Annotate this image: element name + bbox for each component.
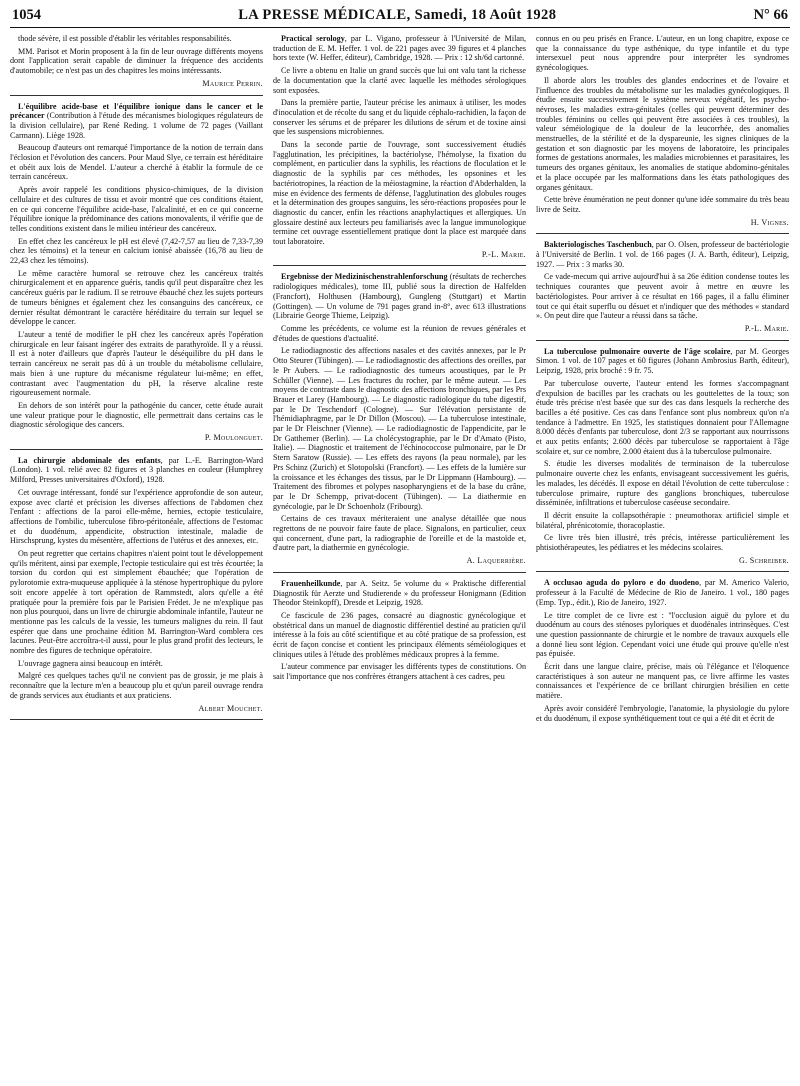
review-title: Ergebnisse der Medizinischenstrahlenforschung — [281, 272, 448, 282]
review-reference: , par O. Olsen, professeur de bactériologie à l'Université de Berlin. 1 vol. de 166 pages (J. A. Barth, éditeur), Leipzig, 1927. — Prix : 3 marks 30. — [536, 240, 789, 269]
review-reference: (résultats de recherches radiologiques médicales), tome III, publié sous la direction de Halfelden (Francfort), Holthusen (Hambourg), Gungleng (Stuttgart) et Martin (Gottingen). — Un volume de 791 pages grand in-8°, avec 613 illustrations (Librairie George Thieme, Leipzig). — [273, 272, 526, 321]
review-title: Frauenheilkunde — [281, 578, 341, 588]
section-divider — [273, 572, 526, 573]
paragraph: En effet chez les cancéreux le pH est élevé (7,42-7,57 au lieu de 7,33-7,39 chez les témoins) et la teneur en calcium ionisé abaissée (16,78 au lieu de 22,43 chez les témoins). — [10, 236, 263, 266]
review-reference: , par M. Americo Valerio, professeur à la Faculté de Médecine de Rio de Janeiro. 1 vol., 180 pages (Emp. Typ., édit.), Rio de Janeiro, 1927. — [536, 578, 789, 607]
columns — [10, 34, 790, 726]
paragraph: Cet ouvrage intéressant, fondé sur l'expérience approfondie de son auteur, expose avec clarté et précision les diverses affections de l'abdomen chez l'enfant : affections de la paroi elle-même, hernies, ectopie testiculaire, affections de l'ombilic, tuberculose fibro-péritonéale, affections de l'estomac et du duodénum, appendicite, obstruction intestinale, maladie de Hirschsprung, kystes du mésentère, affections de l'utérus et des annexes, etc. — [10, 487, 263, 546]
paragraph: Il décrit ensuite la collapsothérapie : pneumothorax artificiel simple et bilatéral, phrénicotomie, thoracoplastie. — [536, 510, 789, 530]
review-signature: H. Vignes. — [750, 217, 789, 227]
review-heading — [10, 102, 263, 141]
paragraph: Ce vade-mecum qui arrive aujourd'hui à sa 26e édition condense toutes les techniques courantes que peuvent avoir à mettre en œuvre les bactériologistes. Pour arriver à ce résultat en 166 pages, il a fallu éliminer tout ce qui était superflu ou désuet et n'indiquer que des méthodes « standard ». On peut dire que l'auteur a réussi dans sa tâche. — [536, 272, 789, 321]
page-number: 1054 — [12, 7, 41, 23]
review-title: La tuberculose pulmonaire ouverte de l'âge scolaire — [544, 346, 731, 356]
paragraph: Beaucoup d'auteurs ont remarqué l'importance de la notion de terrain dans l'éclosion et l'évolution des cancers. Pour Maud Slye, ce terrain est héréditaire et obéit aux lois de Mendel. L'auteur a cherché à établir la formule de ce terrain cancéreux. — [10, 143, 263, 182]
section-divider — [536, 233, 789, 234]
section-divider — [536, 340, 789, 341]
paragraph: connus en ou peu prisés en France. L'auteur, en un long chapitre, expose ce que la connaissance du type asthénique, du type infantile et du type intersexuel peut nous apprendre pour interpréter les syndromes gynécologiques. — [536, 34, 789, 73]
issue-number: N° 66 — [753, 7, 788, 23]
column-1 — [10, 34, 263, 726]
review-signature: G. Schreiber. — [739, 555, 789, 565]
section-divider — [10, 449, 263, 450]
paragraph: L'auteur a tenté de modifier le pH chez les cancéreux après l'opération chirurgicale en leur faisant ingérer des extraits de parathyroïde. Il y a réussi. Il est à noter d'ailleurs que d'après l'auteur le déséquilibre du pH dans le terrain cancéreux ne serait pas dû à un trouble du métabolisme cellulaire, mais bien à une rupture du mécanisme régulateur lui-même; en effet, contrastant avec l'augmentation du pH, la réserve alcaline reste rigoureusement normale. — [10, 329, 263, 398]
paragraph: Dans la première partie, l'auteur précise les animaux à utiliser, les modes d'inoculation et de récolte du sang et du liquide céphalo-rachidien, la façon de conserver les sérums et de préparer les dilutions de sérum et de toxine ainsi que les suspensions microbiennes. — [273, 98, 526, 137]
section-divider — [10, 95, 263, 96]
review-title: Practical serology — [281, 34, 345, 43]
review-reference: , par M. Georges Simon. 1 vol. de 107 pages et 60 figures (Johann Ambrosius Barth, éditeur), Leipzig, 1928, prix broché : 9 fr. 75. — [536, 346, 789, 376]
review-heading — [10, 456, 263, 485]
paragraph: Il aborde alors les troubles des glandes endocrines et de l'ovaire et l'influence des troubles du métabolisme sur les maladies gynécologiques. Il étudie ensuite successivement le système nerveux végétatif, les psycho-névroses, les maladies extra-génitales (celles qui peuvent déterminer des troubles féminins ou celles qui peuvent être associées à ces troubles), la valeur séméiologique de la douleur de la leucorrhée, des anomalies menstruelles, de la stérilité et de la dyspareunie, les signes cliniques de la gestation et son diagnostic par les moyens de laboratoire, les principales formes de gestations anormales, les maladies microbiennes et parasitaires, les tumeurs des organes génitaux, les anomalies de statique abdomino-génitales et la place occupée par les malformations dans les états pathologiques des organes génitaux. — [536, 75, 789, 192]
section-divider — [10, 719, 263, 720]
paragraph: Ce livre très bien illustré, très précis, intéresse particulièrement les phtisiothérapeutes, les pédiatres et les médecins scolaires. — [536, 533, 789, 553]
review-reference: (Contribution à l'étude des mécanismes biologiques régulateurs de la division cellulaire), par René Reding. 1 volume de 72 pages (Vaillant Carmann). Liège 1928. — [10, 111, 263, 140]
review-reference: , par A. Seitz. 5e volume du « Praktische differential Diagnostik für Aerzte und Studierende » du professeur Honigmann (Edition Theodor Steinkopff), Dresde et Leipzig, 1928. — [273, 578, 526, 608]
review-title: La chirurgie abdominale des enfants — [18, 455, 161, 465]
review-signature: P.-L. Marie. — [744, 323, 789, 333]
paragraph: Dans la seconde partie de l'ouvrage, sont successivement étudiés l'agglutination, les précipitines, la bactériolyse, l'hémolyse, la fixation du complément, en particulier dans la syphilis, les réactions de floculation et le diagnostic de la syphilis par ces méthodes, les opsonines et les bactériotropines, la réaction de la méiostagmine, la réaction d'Abderhalden, la mise en évidence des ferments de défense, l'agglutination des globules rouges et la détermination des groupes sanguins, les séro-réactions proposées pour le diagnostic du cancer, enfin les réactions anaphylactiques et allergiques. Un glossaire destiné aux lecteurs peu familiarisés avec la langue immunologique termine cet ouvrage essentiellement pratique dont la place est marquée dans tout laboratoire. — [273, 140, 526, 247]
review-title: L'équilibre acide-base et l'équilibre ionique dans le cancer et le précancer — [10, 101, 263, 121]
column-3 — [536, 34, 789, 726]
review-signature: Albert Mouchet. — [198, 703, 263, 713]
journal-title: LA PRESSE MÉDICALE, Samedi, 18 Août 1928 — [238, 7, 557, 23]
paragraph: Par tuberculose ouverte, l'auteur entend les formes s'accompagnant d'expulsion de bacilles par les crachats ou les gouttelettes de la toux; son étude très précise n'est basée que sur des cas dans lesquels la recherche des bacilles a été positive. Ces cas dans l'enfance sont plus nombreux qu'on n'a tendance à l'admettre. En 1925, les statistiques donnaient pour l'Allemagne 8.000 décès d'enfants par tuberculose, dont 2/3 se rapportant aux nourrissons et aux petits enfants; 2.600 décès par tuberculose se rapportaient à l'âge scolaire et, sur ce nombre, 2.000 étaient dus à la tuberculose pulmonaire. — [536, 378, 789, 456]
paragraph: Malgré ces quelques taches qu'il ne convient pas de grossir, je me plais à reconnaître que la lecture m'en a beaucoup plu et qu'un pareil ouvrage rendra de grands services aux étudiants et aux praticiens. — [10, 671, 263, 700]
paragraph: Le radiodiagnostic des affections nasales et des cavités annexes, par le Pr Otto Steurer (Tübingen). — Le radiodiagnostic des affections des oreilles, par le Pr Aubers. — Le radiodiagnostic des tumeurs acoustiques, par le Pr Schüller (Vienne). — Les fractures du rocher, par le même auteur. — Les moyens de contraste dans le diagnostic des affections bronchiques, par les Prs Brauer et Larey (Hambourg). — Le diagnostic radiologique du tube digestif, par le Dr Teschendorf (Cologne). — Sur l'élévation persistante de l'hémidiaphragme, par le Dr Dillon (Moscou). — La tuberculose intestinale, par le Dr Fleischner (Vienne). — Le radiodiagnostic de l'appendicite, par le Dr Gatthemer (Berlin). — La cholécystographie, par le Dr d'Amato (Pisto, Italie). — Diagnostic et traitement de l'échinococcose pulmonaire, par le Dr Stern Saratow (Russie). — Les effets des rayons (la peau normale), par les Prs Schinz (Zurich) et Slotopolski (Francfort). — Les effets de la lumière sur la croissance et les échanges des tissus, par le Dr Lippmann (Hambourg). — Traitement des fibromes et polypes nasopharyngiens et de la base du crâne, par le Dr Schempp, privat-docent (Tübingen). — La diathermie en gynécologie, par le Dr Schoenholz (Fribourg). — [273, 346, 526, 511]
paragraph: L'ouvrage gagnera ainsi beaucoup en intérêt. — [18, 658, 163, 668]
paragraph: Ce livre a obtenu en Italie un grand succès que lui ont valu tant la richesse de la documentation que la clarté avec laquelle les méthodes sérologiques sont exposées. — [273, 66, 526, 95]
section-divider — [536, 571, 789, 572]
page — [10, 4, 790, 1078]
review-heading — [536, 578, 789, 607]
review-heading — [273, 34, 526, 63]
review-signature: Maurice Perrin. — [202, 78, 263, 88]
paragraph: Ce fascicule de 236 pages, consacré au diagnostic gynécologique et obstétrical dans un manuel de diagnostic différentiel destiné au praticien qu'il intéresse à la fois au côté scientifique et au côté pratique de sa profession, est écrit de façon concise et contient les principaux éléments séméiologiques et cliniques utiles à l'étude des problèmes médicaux propres à la femme. — [273, 610, 526, 659]
paragraph: Le même caractère humoral se retrouve chez les cancéreux traités chirurgicalement et en apparence guéris, tandis qu'il peut disparaître chez les cancéreux guéris par le radium. Il se retrouve ébauché chez les sujets porteurs de tumeurs bénignes et également chez les consanguins des cancéreux, ce dernier résultat démontrant le caractère héréditaire du terrain sur lequel se développe le cancer. — [10, 268, 263, 327]
column-2 — [273, 34, 526, 726]
review-heading — [536, 347, 789, 376]
review-reference: , par L.-E. Barrington-Ward (London). 1 vol. relié avec 82 figures et 3 planches en couleur (Humphrey Milford, Presses universitaires d'Oxford), 1928. — [10, 455, 263, 485]
paragraph: Comme les précédents, ce volume est la réunion de revues générales et d'études de questions d'actualité. — [273, 323, 526, 343]
paragraph: On peut regretter que certains chapitres n'aient point tout le développement qu'ils méritent, ainsi par exemple, l'ectopie testiculaire qui est très écourtée; la torsion du cordon qui est simplement ébauchée; que l'opération de pylorotomie extra-muqueuse appliquée à la sténose hypertrophique du pylore soit encore appelée à tort opération de Rammstedt, alors qu'elle a été pratiquée pour la première fois par le Parisien Frédet. Je ne m'explique pas non plus pourquoi, dans un livre de chirurgie abdominale infantile, l'auteur ne mentionne pas les calculs de la vessie, les tumeurs malignes du rein. Il faut espérer que dans une prochaine édition M. Barrington-Ward comblera ces lacunes. Peut-être accroîtra-t-il aussi, pour le plus grand profit des lecteurs, le nombre des figures de technique opératoire. — [10, 549, 263, 656]
paragraph: MM. Parisot et Morin proposent à la fin de leur ouvrage différents moyens dont l'application serait capable de diminuer la fréquence des accidents d'automobile; ce n'est pas un des chapitres les moins intéressants. — [10, 46, 263, 76]
paragraph: L'auteur commence par envisager les différents types de constitutions. On sait l'importance que nos confrères étrangers attachent à ces cadres, peu — [273, 662, 526, 682]
paragraph: S. étudie les diverses modalités de terminaison de la tuberculose pulmonaire ouverte chez les enfants, envisageant successivement les guéris, les malades, les décédés. Il expose en détail l'évolution de cette tuberculose : tuberculose primaire, rupture des ganglions bronchiques, tuberculose disséminée, infiltrations et tuberculose caséeuse secondaire. — [536, 459, 789, 508]
paragraph: Après avoir considéré l'embryologie, l'anatomie, la physiologie du pylore et du duodénum, il expose synthétiquement tout ce qui a été dit et écrit de — [536, 703, 789, 723]
paragraph: Cette brève énumération ne peut donner qu'une idée sommaire du très beau livre de Seitz. — [536, 195, 789, 214]
review-signature: P.-L. Marie. — [481, 249, 526, 259]
paragraph: Certains de ces travaux mériteraient une analyse détaillée que nous regrettons de ne pouvoir faire faute de place. Signalons, en particulier, ceux qui concernent, d'une part, la radiographie de l'oreille et de la mastoïde et, d'autre part, la diathermie en gynécologie. — [273, 514, 526, 553]
paragraph: En dehors de son intérêt pour la pathogénie du cancer, cette étude aurait une valeur pratique pour le diagnostic, elle permettrait dans certains cas le diagnostic sérologique des cancers. — [10, 400, 263, 430]
paragraph: Le titre complet de ce livre est : "l'occlusion aiguë du pylore et du duodénum au cours des sténoses pyloriques et duodénales intrinsèques. C'est une question passionnante de chirurgie et le nombre de travaux auxquels elle a donné lieu sont légion. Cependant voici une étude qui prouve qu'elle n'est pas épuisée. — [536, 610, 789, 659]
review-title: Bakteriologisches Taschenbuch — [544, 240, 652, 250]
review-heading — [536, 240, 789, 269]
section-divider — [273, 265, 526, 266]
review-heading — [273, 272, 526, 321]
paragraph: Après avoir rappelé les conditions physico-chimiques, de la division cellulaire et des cultures de tissu et avoir montré que ces conditions étaient, en ce qui concerne l'équilibre acide-base, l'alcalinité, et en ce qui concerne l'équilibre ionique la prédominance des cations monovalents, il vérifie que de telles conditions existent dans le milieu intérieur des cancéreux. — [10, 185, 263, 233]
review-heading — [273, 579, 526, 608]
review-reference: , par L. Vigano, professeur à l'Université de Milan, traduction de E. M. Heffer. 1 vol. de 221 pages avec 39 figures et 4 planches hors texte (W. Heffer, éditeur), Cambridge, 1928. — Prix : 12 sh/6d cartonné. — [273, 34, 527, 63]
review-signature: A. Laquerrière. — [466, 556, 526, 566]
paragraph: Écrit dans une langue claire, précise, mais où l'élégance et l'éloquence caractéristiques à son auteur ne manquent pas, ce livre affirme les vastes connaissances et l'expérience de ce brillant chirurgien brésilien en cette matière. — [536, 662, 789, 701]
page-header — [10, 4, 790, 28]
review-title: A occlusao aguda do pyloro e do duodeno — [544, 578, 700, 588]
paragraph: thode sévère, il est possible d'établir les véritables responsabilités. — [18, 34, 232, 43]
review-signature: P. Moulonguet. — [204, 433, 263, 443]
